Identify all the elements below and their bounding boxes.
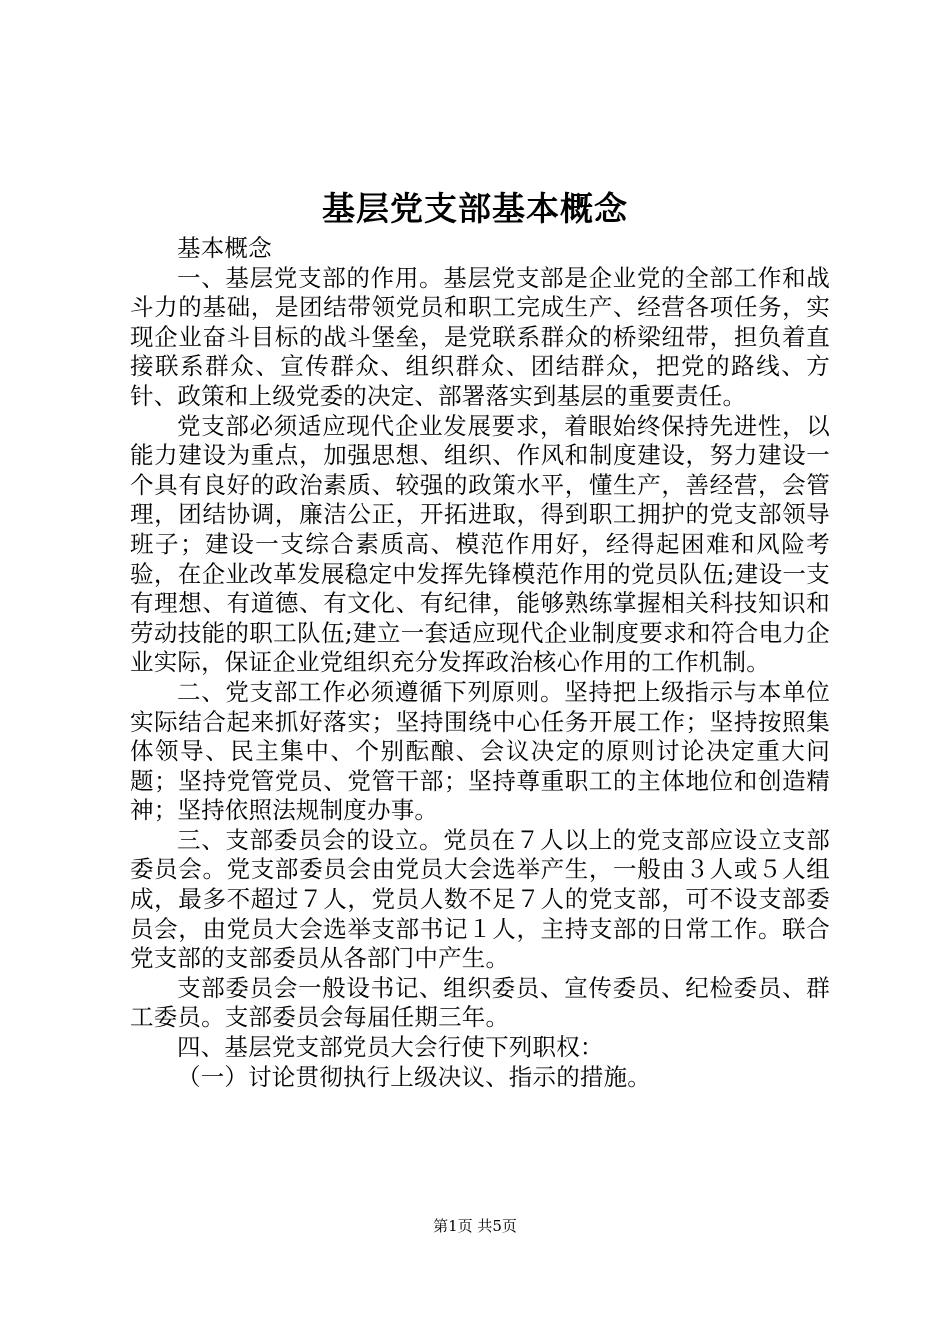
document-body <box>130 234 830 1092</box>
paragraph: 一、基层党支部的作用。基层党支部是企业党的全部工作和战斗力的基础，是团结带领党员和职工完成生产、经营各项任务，实现企业奋斗目标的战斗堡垒，是党联系群众的桥梁纽带，担负着直接联系群众、宣传群众、组织群众、团结群众，把党的路线、方针、政策和上级党委的决定、部署落实到基层的重要责任。 <box>130 263 830 410</box>
paragraph: 支部委员会一般设书记、组织委员、宣传委员、纪检委员、群工委员。支部委员会每届任期三年。 <box>130 973 830 1032</box>
document-title: 基层党支部基本概念 <box>322 189 628 228</box>
paragraph: （一）讨论贯彻执行上级决议、指示的措施。 <box>177 1062 651 1091</box>
paragraph-heading: 基本概念 <box>177 234 272 262</box>
paragraph: 二、党支部工作必须遵循下列原则。坚持把上级指示与本单位实际结合起来抓好落实；坚持围绕中心任务开展工作；坚持按照集体领导、民主集中、个别酝酿、会议决定的原则讨论决定重大问题；坚持党管党员、党管干部；坚持尊重职工的主体地位和创造精神；坚持依照法规制度办事。 <box>130 677 830 825</box>
page-footer: 第1页 共5页 <box>433 1217 517 1235</box>
paragraph: 四、基层党支部党员大会行使下列职权： <box>177 1033 604 1062</box>
paragraph: 三、支部委员会的设立。党员在７人以上的党支部应设立支部委员会。党支部委员会由党员大会选举产生，一般由３人或５人组成，最多不超过７人，党员人数不足７人的党支部，可不设支部委员会，由党员大会选举支部书记１人，主持支部的日常工作。联合党支部的支部委员从各部门中产生。 <box>130 825 830 973</box>
paragraph: 党支部必须适应现代企业发展要求，着眼始终保持先进性，以能力建设为重点，加强思想、组织、作风和制度建设，努力建设一个具有良好的政治素质、较强的政策水平，懂生产，善经营，会管理，团结协调，廉洁公正，开拓进取，得到职工拥护的党支部领导班子；建设一支综合素质高、模范作用好，经得起困难和风险考验，在企业改革发展稳定中发挥先锋模范作用的党员队伍;建设一支有理想、有道德、有文化、有纪律，能够熟练掌握相关科技知识和劳动技能的职工队伍;建立一套适应现代企业制度要求和符合电力企业实际，保证企业党组织充分发挥政治核心作用的工作机制。 <box>130 411 830 677</box>
